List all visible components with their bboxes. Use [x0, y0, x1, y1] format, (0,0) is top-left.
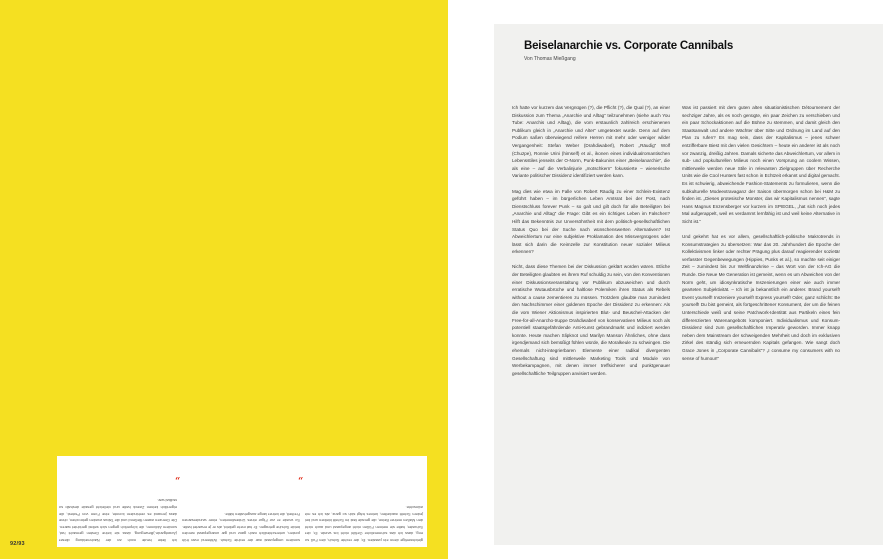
paragraph: Mag dies wie etwa im Falle von Robert Räudig zu einer Schlein-Existenz geführt haben – im bürgerlichen Leben Amtsrat bei der Post, nach Dienstschluss forever Punk – so galt und gilt doch für alle Beteiligten bei „Anarchie und Alltag“ die Frage: Gibt es ein richtiges Leben im Falschen? Hilft das Bekenntnis zur Unversöhntheit mit dem politisch-gesellschaftlichen Status Quo bei der Suche nach wünschenswerten Alternativen? Ist Abweichlertum nur eine subjektive Proklamation des Missvergnügens oder lässt sich darin die Keimzelle zur Konstitution neuer sozialer Milieus erkennen? — [512, 188, 670, 255]
paragraph: Was ist passiert mit dem guten alten situationistischen Détournement der sechziger Jahre, als es noch genügte, ein paar Zeichen zu verschieben und ein paar Schockaktionen auf die Bühne zu stemmen, und damit gleich den Staatsanwalt und andere Wächter über Sitte und Ordnung im Land auf den Plan zu rufen? Es mag sein, dass der Kapitalismus – jenes schwer entzifferbare Biest mit den vielen Gesichtern – heute ein anderer ist als noch vor zwanzig, dreißig Jahren. Damals sicherte das Abweichlertum, vor allem in sub- und popkulturellen Milieus noch einen Vorsprung an coolem Wissen, mittlerweile werden neue Stile in relevanten Zielgruppen über Recherche Units wie die Cool Hunters fast schon in Echtzeit erkannt und digital gemacht. Es ist schwierig, abweichende Fashion-Statements zu formulieren, wenn die subkulturelle Modeextravaganz der Saison übermorgen schon bei H&M zu finden ist. „Dieses protesische Monster, das wir Kapitalismus nennen“, sagte Hans Magnus Enzensberger vor kurzem im SPIEGEL, „hat sich noch jedes Mal aufgerappelt, weil es verdammt lernfähig ist und weil keine Alternative in Sicht ist.“ — [682, 105, 840, 224]
article-column-1 — [512, 104, 670, 385]
insert-paragraph: ich liebe heute noch an der Nachmeldung dieser (Avantgarde-)Bewegung, dass sie keine Gesten gemacht hat, sondern Aktionen, die körperlich gegen sich selbst gerichtet waren. Die Grenzen waren fließend und die Tabus wurden gebrochen, ohne dass jemand es verhindern konnte, eine Form von Protest, die eigentlich keinen Zweck hatte und vielleicht gerade deshalb so radikal war. — [59, 498, 177, 543]
page-number: 92/93 — [10, 541, 25, 547]
article-column-2 — [682, 104, 840, 370]
quote-mark-icon: „ — [297, 475, 303, 485]
insert-column — [305, 503, 423, 543]
article-byline: Von Thomas Mießgang — [524, 56, 576, 62]
insert-column — [182, 510, 300, 543]
paragraph: Ich hatte vor kurzem das Vergnügen (?), die Pflicht (?), die Qual (?), an einer Diskussion zum Thema „Anarchie und Alltag“ teilzunehmen (siehe auch You Tube: Anarchis und Alltag), die vom erstaunlich zahlreich erschienenen Publikum gleich in „Anarchie und Alter“ umgetextet wurde. Denn auf dem Podium saßen überwiegend reifere Herren mit mehr oder weniger wilder Vergangenheit: Stefan Weber (Drahdiwaberl), Robert „Räudig“ Wolf (Chuzpe), Ronnie Urini (himself) et al., ikonen eines individualromantischen Lebensstiles jenseits der O-Norm, Punk-Bakunins einer „Beiselanarchie“, die als eine – auf die Verbalinjurie „motschkern“ fokussierte – wienerische Variante politischer Dissidenz identifiziert werden kann. — [512, 105, 670, 179]
insert-paragraph: gleichwertige denn ein passten. Er, der rechte Schuh, den Fuß so eng, dass ich das schmerzliche Gefühl nicht los wurde. Er, der Schuster, hatte sie meinen Füßen nicht angepasst und auch nicht den Maßen meiner Beine, die gerade fast im Schritt bleiben und bei jedem Schritt wackelten, keines trägt sich so ganz, als ich es mir wünschte. — [305, 505, 423, 543]
inverted-text-insert — [57, 456, 427, 547]
paragraph: Und gekehrt hat es vor allem, gesellschaftlich-politische Makrotrends in Konsumstrategien zu übersetzen: War das 20. Jahrhundert die Epoche der Kollektivismen linker oder rechter Prägung plus darauf reagierender sozietär verfasster Gegenbewegungen (Hippies, Punks et al.), so machte seit einiger Zeit – zumindest bis zur Weltfinanzkrise – das Wort von der Ich-AG die Runde. Die Neue Me Generation ist gemeint, wenn es um Abweichen von der Norm geht, um idiosynkratische Inszenierungen einer wie auch immer gearteten Subjektivität. – Ich ist ja bekanntlich ein anderer. Brand yourself! Event yourself! Inszeniere yourself! Express yourself! Oder, ganz schlicht: Be yourself! Du bist gemeint, als fortgeschrittener Konsument, der um die feinen Unterschiede weiß und seine Patchwork-Identität aus Partikeln eines fein differenzierten Warenangebots komponiert. Individualismus und Konsum-Dissidenz sind zum gesellschaftlichen Imperativ geworden. Immer knapp neben dem Mainstream der schweigenden Mehrheit und doch im exklusiven Zirkel des ständig sich erneuernden Kapitals gefangen. Wie sangt doch Grace Jones in „Corporate Cannibals“? „I consume my consumers with no sense of humour!“ — [682, 234, 840, 361]
paragraph: Nicht, dass diese Themen bei der Diskussion geklärt worden wären. Etliche der Beteiligten glaubten es ihrem Ruf schuldig zu sein, von den Konventionen einer Diskussionsveranstaltung vor Publikum abzuweichen und durch erratische Wutausbrüche und haltlose Polemiken ihren Status als Rebels without a cause zementieren zu müssen. Trotzdem glaubte man zumindest den Nachschimmer einer goldenen Epoche der Dissidenz zu erkennen: Als die vom Wiener Aktionismus inspirierten Blut- und Beuschel-Attacken der Free-for-all-Anarcho-truppe Drahdiwaberl von konservativen Milieus noch als potentiell staatsgefährdende Anti-Kunst gebrandmarkt und indiziert werden konnte. Heute machen Slipknot und Marilyn Manson Ähnliches, ohne dass irgendjemand sich bemüßigt fühlen würde, die Moralkeule zu schwingen. Die ehemals nicht-integrierbaren Elemente einer radikal divergenten Gesellschaftung sind mittlerweile Marketing Tools und Module von Werbekampagnen, mit denen immer treffsicherer und punktgenauer gesellschaftliche Teilgruppen anvisiert werden. — [512, 264, 670, 376]
article-title: Beiselanarchie vs. Corporate Cannibals — [524, 40, 734, 52]
insert-paragraph: sondern umgepasst war der rechte Schuh. Während man früh posten, unterschiedlich nach ganz und gar unangepasst werden beide Schuhe getragen. Er hat mehr geliebt, als er je erwartet hatte. So wurde er zur Figur eines Unbestimmten, einer wundersamen Freiheit, die keiner lange ausgehalten hätte. — [182, 511, 300, 543]
inverted-text-insert-rotated — [57, 456, 427, 547]
insert-column — [59, 497, 177, 543]
quote-mark-icon: „ — [174, 475, 180, 485]
